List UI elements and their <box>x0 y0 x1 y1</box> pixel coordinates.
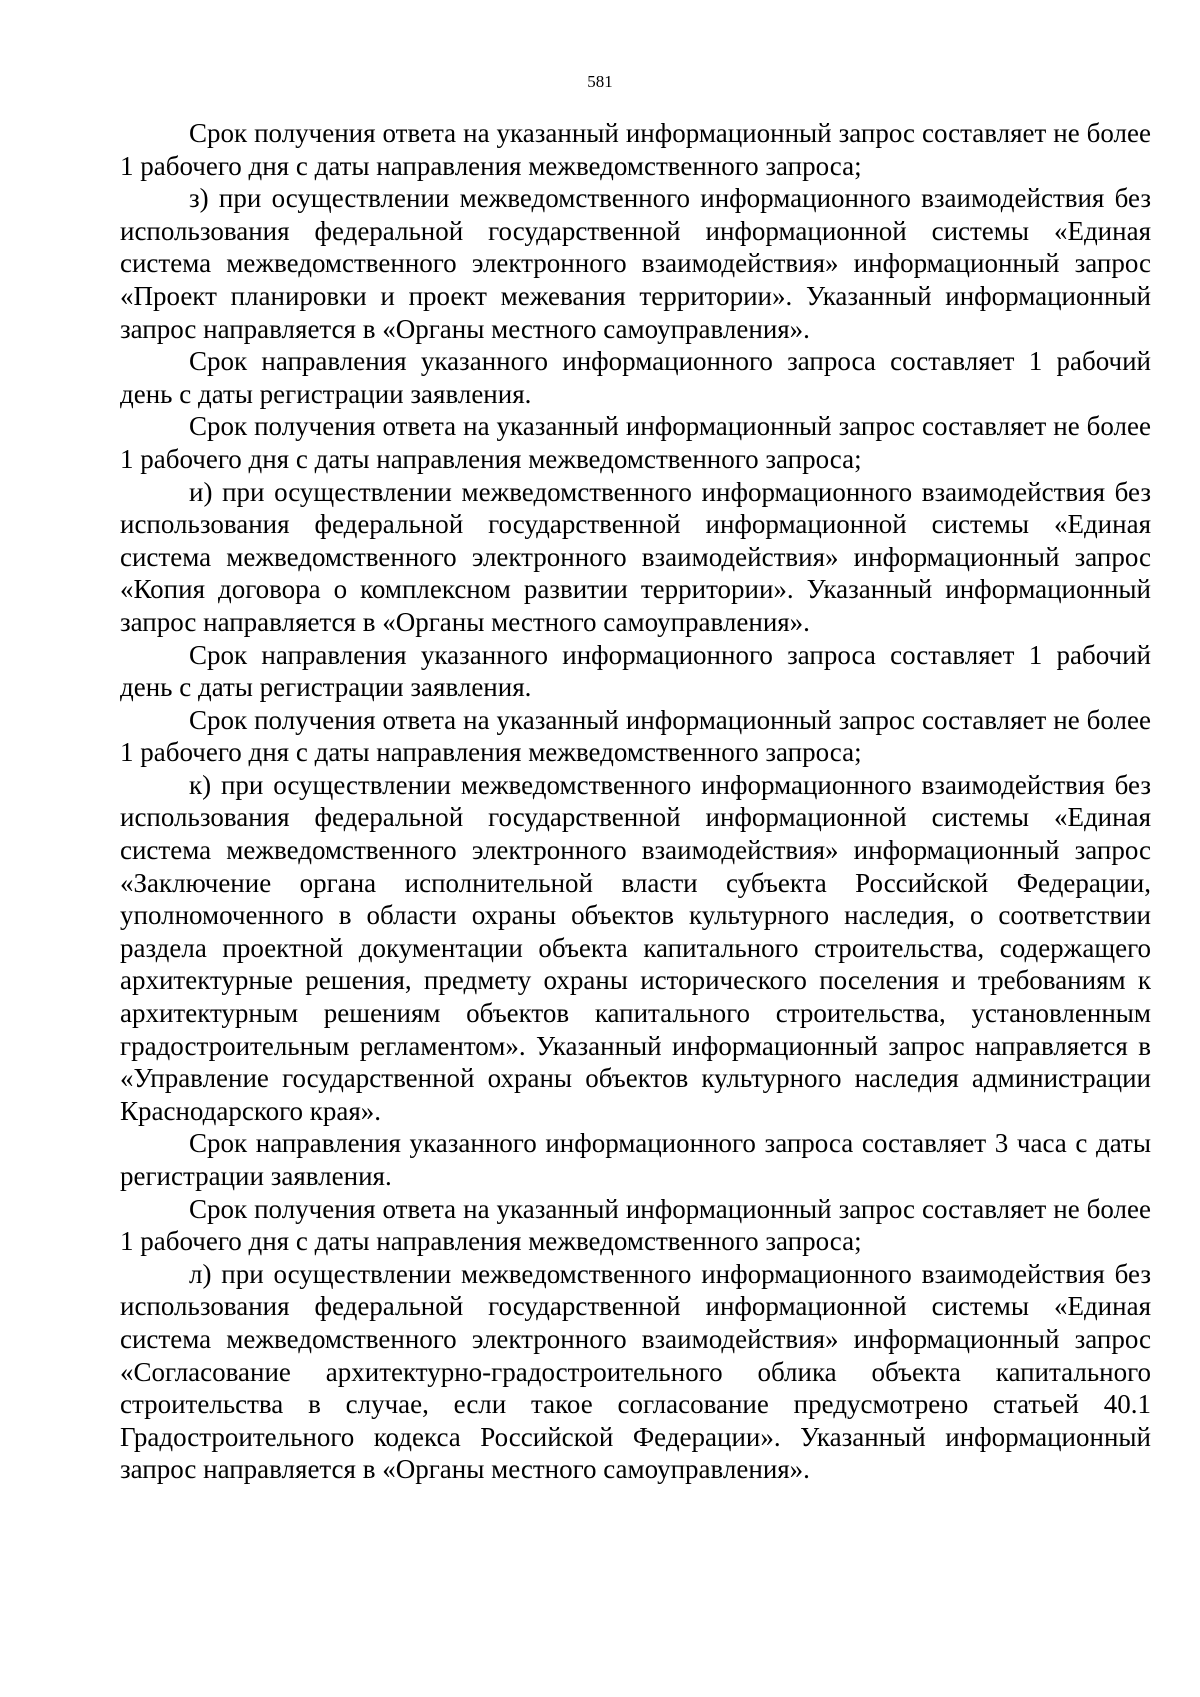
paragraph: и) при осуществлении межведомственного информационного взаимодействия без использования федеральной государственной информационной системы «Единая система межведомственного электронного взаимодействия» информационный запрос «Копия договора о комплексном развитии территории». Указанный информационный запрос направляется в «Органы местного самоуправления». <box>120 476 1151 637</box>
paragraph: л) при осуществлении межведомственного информационного взаимодействия без использования федеральной государственной информационной системы «Единая система межведомственного электронного взаимодействия» информационный запрос «Согласование архитектурно-градостроительного облика объекта капитального строительства в случае, если такое согласование предусмотрено статьей 40.1 Градостроительного кодекса Российской Федерации». Указанный информационный запрос направляется в «Органы местного самоуправления». <box>120 1258 1151 1485</box>
paragraph: Срок получения ответа на указанный информационный запрос составляет не более 1 рабочего дня с даты направления межведомственного запроса; <box>120 1193 1151 1257</box>
paragraph: Срок направления указанного информационного запроса составляет 1 рабочий день с даты регистрации заявления. <box>120 639 1151 703</box>
paragraph: Срок получения ответа на указанный информационный запрос составляет не более 1 рабочего дня с даты направления межведомственного запроса; <box>120 704 1151 768</box>
paragraph: з) при осуществлении межведомственного информационного взаимодействия без использования федеральной государственной информационной системы «Единая система межведомственного электронного взаимодействия» информационный запрос «Проект планировки и проект межевания территории». Указанный информационный запрос направляется в «Органы местного самоуправления». <box>120 183 1151 344</box>
page-number: 581 <box>587 72 613 91</box>
paragraph: Срок получения ответа на указанный информационный запрос составляет не более 1 рабочего дня с даты направления межведомственного запроса; <box>120 118 1151 181</box>
paragraph: Срок получения ответа на указанный информационный запрос составляет не более 1 рабочего дня с даты направления межведомственного запроса; <box>120 411 1151 474</box>
paragraph: к) при осуществлении межведомственного информационного взаимодействия без использования федеральной государственной информационной системы «Единая система межведомственного электронного взаимодействия» информационный запрос «Заключение органа исполнительной власти субъекта Российской Федерации, уполномоченного в области охраны объектов культурного наследия, о соответствии раздела проектной документации объекта капитального строительства, содержащего архитектурные решения, предмету охраны исторического поселения и требованиям к архитектурным решениям объектов капитального строительства, установленным градостроительным регламентом». Указанный информационный запрос направляется в «Управление государственной охраны объектов культурного наследия администрации Краснодарского края». <box>120 769 1151 1126</box>
paragraph: Срок направления указанного информационного запроса составляет 1 рабочий день с даты регистрации заявления. <box>120 346 1151 409</box>
paragraph: Срок направления указанного информационного запроса составляет 3 часа с даты регистрации заявления. <box>120 1128 1151 1191</box>
document-body <box>120 117 1151 1486</box>
